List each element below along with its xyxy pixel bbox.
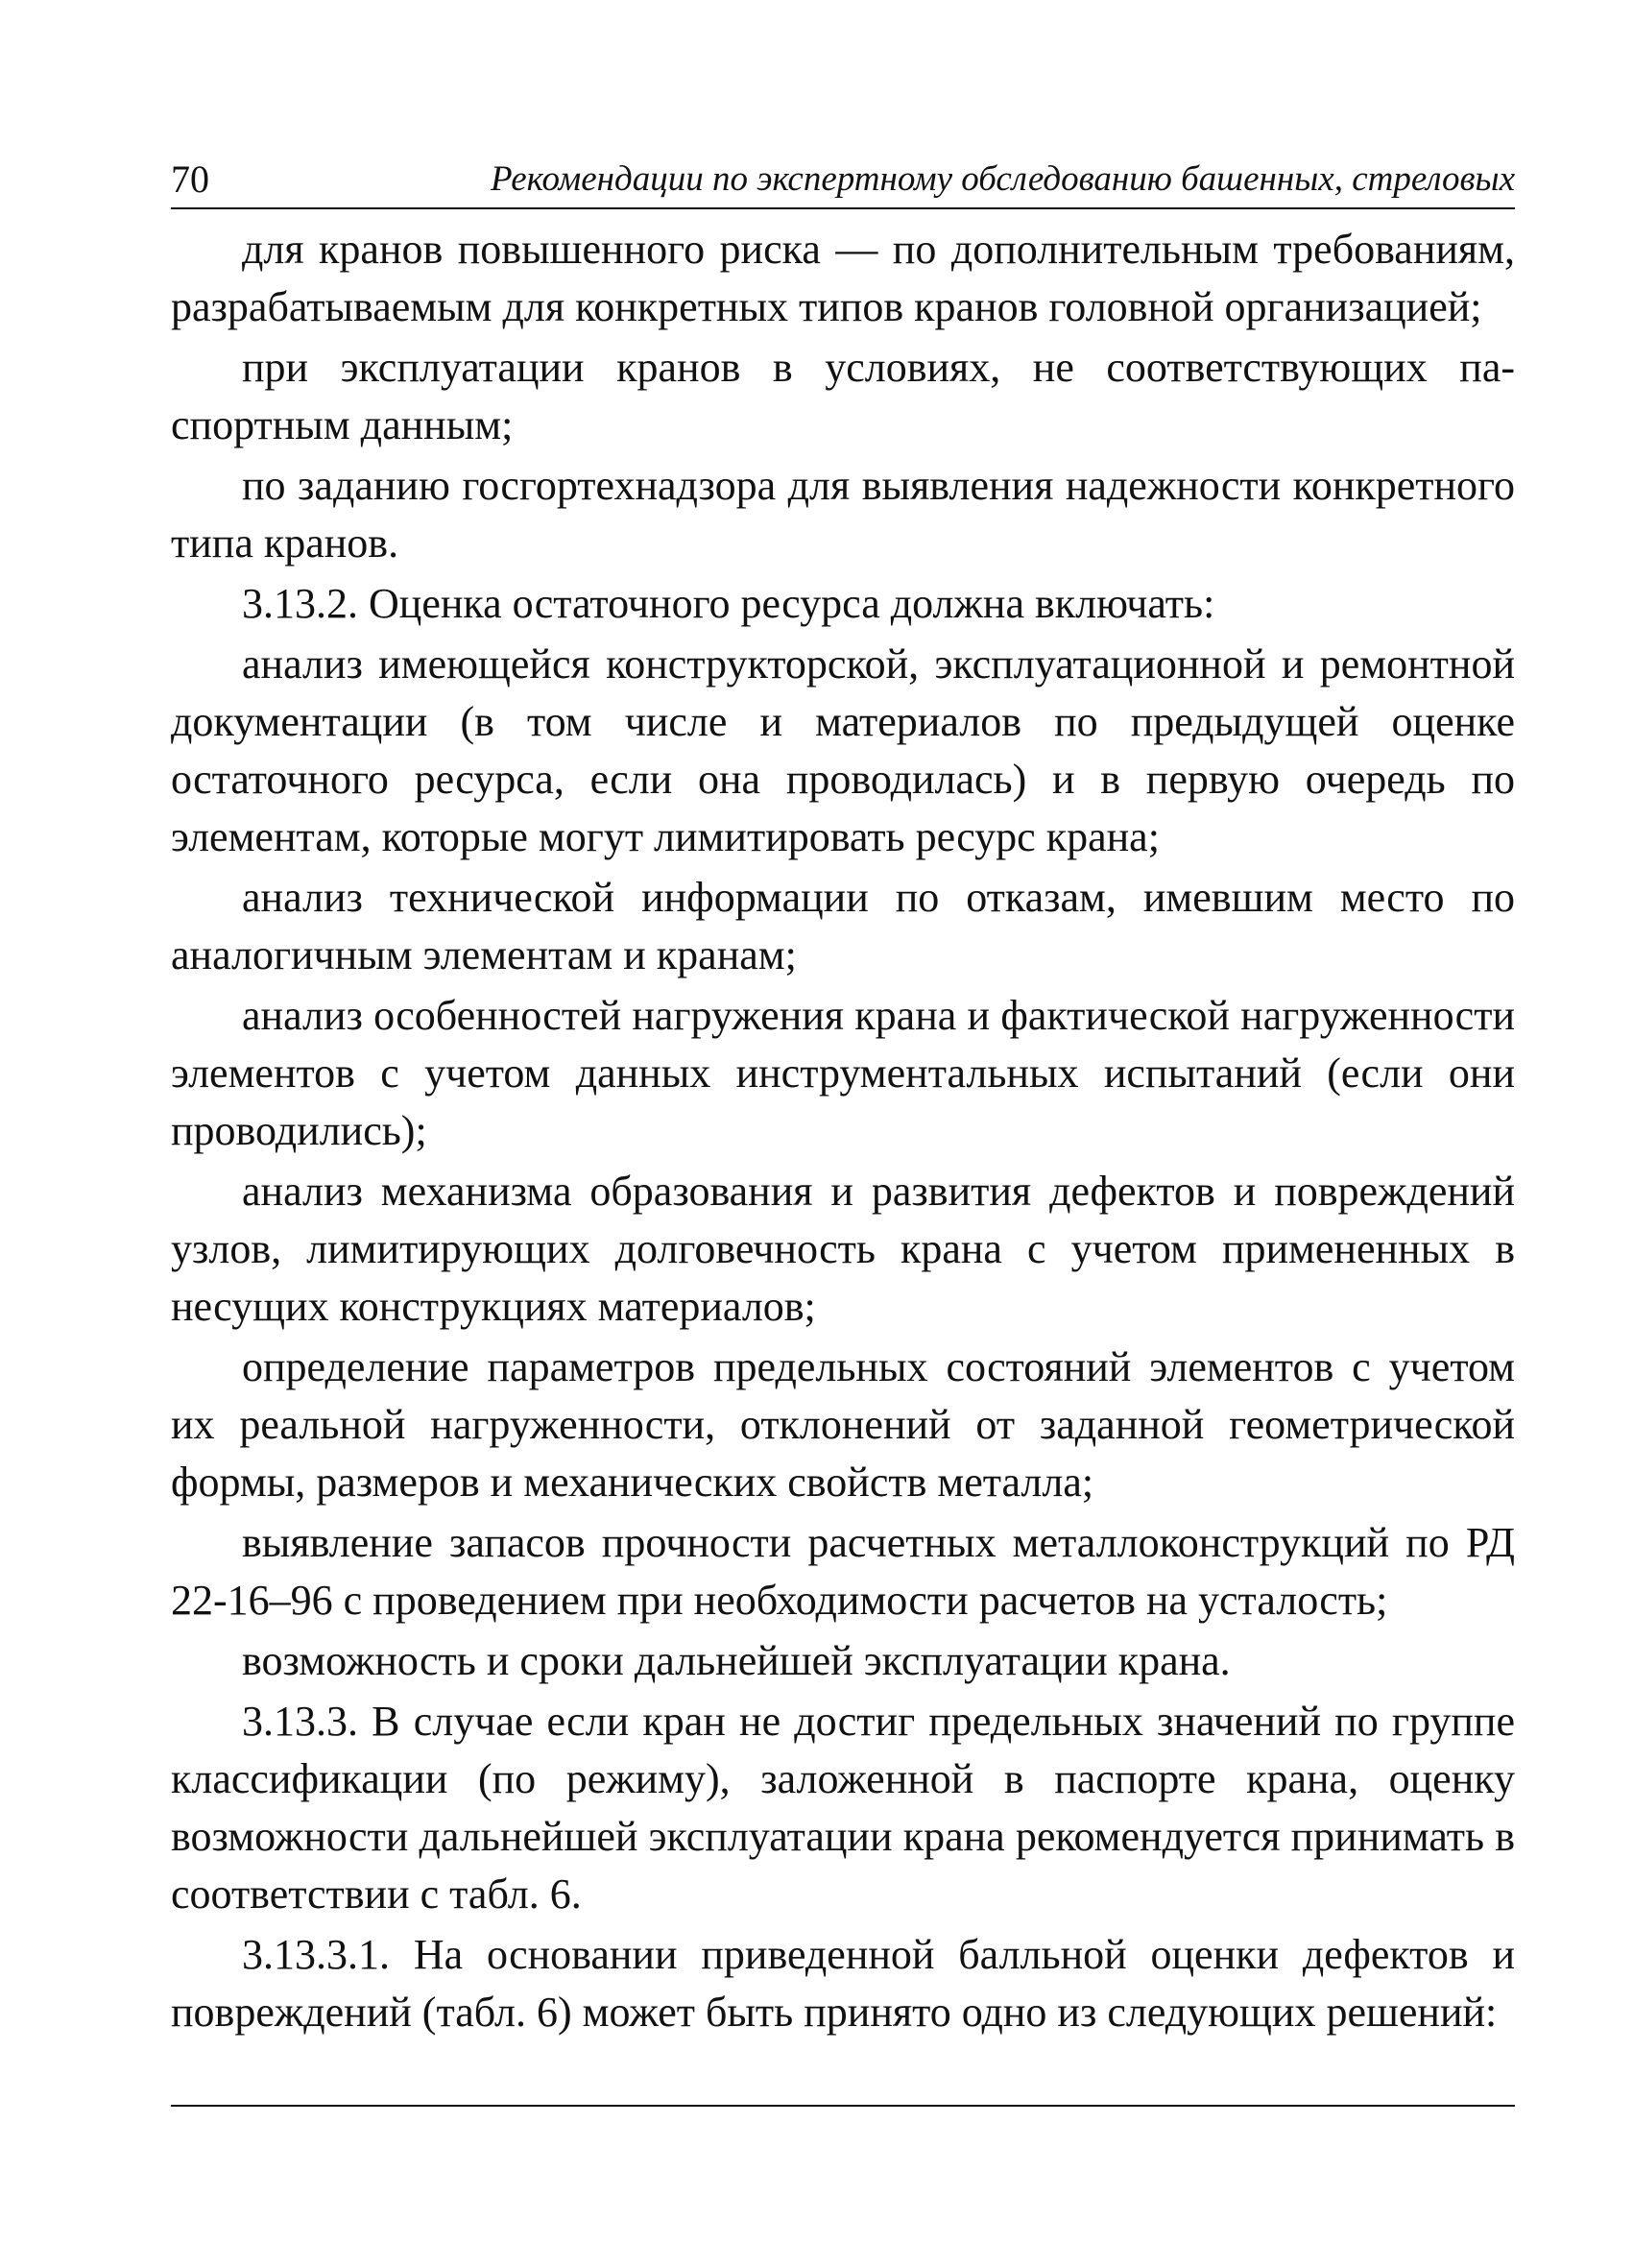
- paragraph: при эксплуатации кранов в условиях, не соответствующих паспортным данным;: [171, 344, 1515, 448]
- bottom-rule: [171, 2105, 1515, 2107]
- running-title: Рекомендации по экспертному обследованию башенных, стреловых: [490, 159, 1515, 199]
- paragraph: анализ имеющейся конструкторской, эксплуатационной и ремонтной документации (в том числе и материалов по предыдущей оценке остаточного ресурса, если она проводилась) и в первую очередь по элементам, которые могут лимитировать ресурс крана;: [171, 640, 1515, 860]
- page-number: 70: [171, 157, 209, 201]
- paragraph: выявление запасов прочности расчетных металлоконструкций по РД 22-16–96 с проведением при необходимости расчетов на усталость;: [171, 1519, 1515, 1624]
- paragraph: 3.13.3.1. На основании приведенной балльной оценки дефектов и повреждений (табл. 6) может быть принято одно из следующих решений:: [171, 1931, 1515, 2036]
- paragraph: 3.13.3. В случае если кран не достиг предельных значений по группе классификации (по режиму), заложенной в паспорте крана, оценку возможности дальнейшей эксплуатации крана рекомендуется принимать в соответствии с табл. 6.: [171, 1698, 1515, 1918]
- paragraph: 3.13.2. Оценка остаточного ресурса должна включать:: [242, 580, 1215, 627]
- running-header: [171, 156, 1515, 209]
- paragraph: анализ технической информации по отказам, имевшим место по аналогичным элементам и кранам;: [171, 874, 1515, 978]
- paragraph: определение параметров предельных состояний элементов с учетом их реальной нагруженности, отклонений от заданной геометрической формы, размеров и механических свойств металла;: [171, 1343, 1515, 1506]
- paragraph: анализ особенностей нагружения крана и фактической нагруженности элементов с учетом данных инструментальных испытаний (если они проводились);: [171, 992, 1515, 1154]
- paragraph: анализ механизма образования и развития дефектов и повреждений узлов, лимитирующих долговечность крана с учетом примененных в несущих конструкциях материалов;: [171, 1168, 1515, 1330]
- paragraph: возможность и сроки дальнейшей эксплуатации крана.: [242, 1637, 1231, 1684]
- body-text: [171, 221, 1515, 2041]
- paragraph: по заданию госгортехнадзора для выявления надежности конкретного типа кранов.: [171, 462, 1515, 567]
- paragraph: для кранов повышенного риска — по дополнительным требованиям, разрабатываемым для конкретных типов кранов головной организацией;: [171, 226, 1515, 330]
